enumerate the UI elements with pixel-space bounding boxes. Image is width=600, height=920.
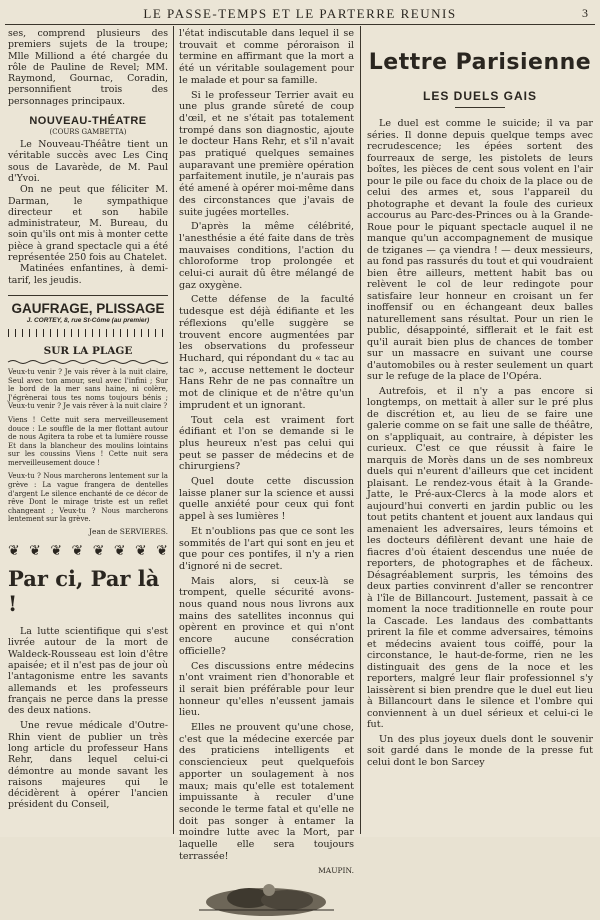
nouveau-paragraph-2: On ne peut que féliciter M. Darman, le sympathique directeur et son habile administrateur, M. Bureau, du soin qu'ils ont mis à monter cette pièce à grand spectacle qui a été représentée 250 fois au Chatelet. — [8, 184, 168, 264]
poem-stanza-2: Viens ! Cette nuit sera merveilleusement douce : Le souffle de la mer flottant autour de nous Agitera ta robe et ta lumière rousse Et dans la blancheur des moulins lointains sur les coussins Viens ! Cette nuit sera merveilleusement douce ! — [8, 415, 168, 467]
lettre-paragraph-3: Un des plus joyeux duels dont le souvenir soit gardé dans le monde de la presse fut celui dont le bon Sarcey — [367, 733, 593, 768]
masthead-title: LE PASSE-TEMPS ET LE PARTERRE REUNIS — [143, 6, 457, 21]
article-paragraph-2: Si le professeur Terrier avait eu une plus grande sûreté de coup d'œil, et ne s'était pas totalement trompé dans son diagnostic, ajoute le docteur Hans Rehr, et s'il n'avait pas pratiqué quelques semaines auparavant une première opération parfaitement inutile, je n'aurais pas été amené à opérer moi-même dans des circonstances que j'avais de suite jugées mortelles. — [179, 89, 354, 218]
ornament-icon: ❦ — [135, 543, 147, 560]
column-divider-2 — [360, 26, 361, 834]
ad-address: J. CORTEY, 8, rue St-Côme (au premier) — [26, 316, 150, 324]
article-paragraph-10: Elles ne prouvent qu'une chose, c'est que la médecine exercée par des praticiens intelligents et consciencieux peut quelquefois apporter un soulagement à nos maux; mais qu'elle est totalement impuissante à reculer d'une seconde le terme fatal et qu'elle ne doit pas songer à entamer la moindre lutte avec la Mort, par laquelle elle sera toujours terrassée! — [179, 722, 354, 862]
ornament-icon: ❦ — [29, 543, 41, 560]
parci-paragraph-1: La lutte scientifique qui s'est livrée autour de la mort de Waldeck-Rousseau est loin d'être apaisée; et il n'est pas de jour où l'antagonisme entre les savants allemands et les professeurs français ne perce dans la presse des deux nations. — [8, 626, 168, 717]
column-2 — [179, 24, 354, 875]
ornamental-ruler — [8, 329, 168, 337]
lettre-parisienne-heading: Lettre Parisienne — [368, 50, 592, 75]
ornament-icon: ❦ — [113, 543, 126, 560]
article-paragraph-5: Tout cela est vraiment fort édifiant et l'on se demande si le plus heureux n'est pas celui qui peut se passer de médecins et de chirurgiens? — [179, 414, 354, 473]
page-header — [0, 0, 600, 24]
nouveau-theatre-subheading: (COURS GAMBETTA) — [49, 128, 127, 137]
article-paragraph-3: D'après la même célébrité, l'anesthésie a été faite dans de très mauvaises conditions, l'action du chloroforme trop prolongée et celui-ci aurait dû être mélangé de gaz oxygène. — [179, 221, 354, 291]
parci-paragraph-2: Une revue médicale d'Outre-Rhin vient de publier un très long article du professeur Hans Rehr, dans lequel celui-ci démontre au monde savant les raisons majeures qui le décidèrent à opérer l'ancien président du Conseil, — [8, 720, 168, 811]
column-1 — [8, 24, 168, 835]
article-signature: MAUPIN. — [318, 865, 354, 875]
article-paragraph-6: Quel doute cette discussion laisse planer sur la science et aussi quelle anxiété pour ceux qui font appel à ses lumières ! — [179, 476, 354, 523]
plage-heading: SUR LA PLAGE — [43, 344, 133, 357]
ornament-row — [8, 543, 168, 559]
intro-paragraph: ses, comprend plusieurs des premiers sujets de la troupe; Mlle Milliond a été chargée du rôle de Pauline de Revel; MM. Raymond, Gournac, Coradin, personnifient trois des personnages principaux. — [8, 28, 168, 107]
duels-gais-subheading: LES DUELS GAIS — [422, 89, 537, 103]
article-paragraph-1: l'état indiscutable dans lequel il se trouvait et comme péroraison il termine en affirmant que la mort a été un véritable soulagement pour le malade et pour sa famille. — [179, 28, 354, 86]
article-paragraph-8: Mais alors, si ceux-là se trompent, quelle sécurité avons-nous quand nous nous livrons aux mains des satellites inconnus qui opèrent en province et qui n'ont encore aucune consécration officielle? — [179, 575, 354, 657]
column-3 — [367, 24, 593, 835]
ornament-icon: ❦ — [71, 543, 84, 560]
ad-rule-top — [8, 295, 168, 296]
article-paragraph-7: Et n'oublions pas que ce sont les sommités de l'art qui sont en jeu et que pour ces pontifes, il n'y a rien d'ignoré ni de secret. — [179, 525, 354, 572]
nouveau-theatre-heading: NOUVEAU-THÉATRE — [29, 115, 147, 128]
page-number: 3 — [582, 6, 588, 20]
nouveau-paragraph-1: Le Nouveau-Théâtre tient un véritable succès avec Les Cinq sous de Lavarède, de M. Paul d'Yvoi. — [8, 139, 168, 184]
article-paragraph-4: Cette défense de la faculté tudesque est déjà édifiante et les réflexions qu'elle suggère se trouvent encore augmentées par les observations du professeur Huchard, qui répondant du « tac au tac », accuse nettement le docteur Hans Rehr de ne pas connaître un mot de clinique et de n'être qu'un imprudent et un ignorant. — [179, 294, 354, 411]
article-paragraph-9: Ces discussions entre médecins n'ont vraiment rien d'honorable et il serait bien préférable pour leur honneur qu'elles n'eussent jamais lieu. — [179, 660, 354, 719]
wave-ornament — [8, 359, 168, 365]
ornament-icon: ❦ — [50, 543, 63, 560]
ornament-icon: ❦ — [156, 543, 168, 560]
landscape-vignette — [179, 880, 354, 920]
subheading-rule — [455, 107, 505, 108]
poem-stanza-1: Veux-tu venir ? Je vais rêver à la nuit claire, Seul avec ton amour, seul avec l'infini ; Sur le bord de la mer sans haine, ni colère, J'égrènerai tous tes noms toujours bénis ; Veux-tu venir ? Je vais rêver à la nuit claire ? — [8, 367, 168, 411]
poem-stanza-3: Veux-tu ? Nous marcherons lentement sur la grève : La vague frangera de dentelles d'argent Le silence enchanté de ce décor de rêve Dont le mirage triste est un reflet changeant ; Veux-tu ? Nous marcherons lentement sur la grève. — [8, 472, 168, 524]
column-divider-1 — [173, 26, 174, 834]
parci-heading: Par ci, Par là ! — [8, 566, 160, 617]
lettre-paragraph-2: Autrefois, et il n'y a pas encore si longtemps, on mettait à aller sur le pré plus de discrétion et, au lieu de se faire une galerie comme on se fait une salle de théâtre, on s'appliquait, au contraire, à dépister les curieux. C'est ce que réussit à faire le marquis de Morès dans un de ses nombreux duels qui n'eurent d'ailleurs que cet incident plaisant. Le rendez-vous était à la Grande-Jatte, le Pré-aux-Clercs à la mode alors et aujourd'hui converti en jardin public ou les tout petits chantent et jouent aux landaus qui amenaient les adversaires, leurs témoins et les docteurs défilèrent devant une haie de fiacres d'où étaient descendus une nuée de reporters, de photographes et de fâcheux. Désagréablement surpris, les témoins des deux parties convinrent d'aller se rencontrer à l'île de Billancourt. Justement, passait à ce moment la noce traditionnelle en route pour la Cascade. Les landaus des combattants prirent la file et comme adversaires, témoins et médecins avaient tous coiffé, pour la circonstance, le haut-de-forme, rien ne les distinguait des gens de la noce et les reporters, malgré leur flair professionnel s'y laissèrent si bien prendre que le duel eut lieu à Billancourt dans le silence et l'ombre qui conviennent à un duel sérieux et celui-ci le fut. — [367, 385, 593, 730]
ornament-icon: ❦ — [8, 543, 20, 560]
nouveau-paragraph-3: Matinées enfantines, à demi-tarif, les jeudis. — [8, 263, 168, 286]
lettre-paragraph-1: Le duel est comme le suicide; il va par séries. Il donne depuis quelque temps avec recrudescence; les épées sortent des fourreaux de serge, les pistolets de leurs boîtes, les pièces de cent sous volent en l'air pour le pile ou face du choix de la place ou de celui des armes et, sous l'appareil du photographe et devant la foule des curieux accourus au Parc-des-Princes ou à la Grande-Roue pour le piquant spectacle auquel il ne manque qu'un accompagnement de musique de tziganes — ça viendra ! — deux messieurs, au fond pas rassurés du tout et qui voudraient bien être ailleurs, mettent habit bas ou relèvent le col de leur redingote pour satisfaire leur honneur en croisant un fer inoffensif ou en échangeant deux balles naturellement sans résultat. Pour un rien le public, désappointé, sifflerait et le fait est qu'il aurait bien plus de chances de tomber sur un massacre en suivant une course d'automobiles ou à rester seulement un quart sur le refuge de la place de l'Opéra. — [367, 118, 593, 382]
poem-signature: Jean de SERVIERES. — [89, 527, 168, 537]
ad-heading: GAUFRAGE, PLISSAGE — [11, 300, 165, 316]
ornament-icon: ❦ — [92, 543, 105, 560]
